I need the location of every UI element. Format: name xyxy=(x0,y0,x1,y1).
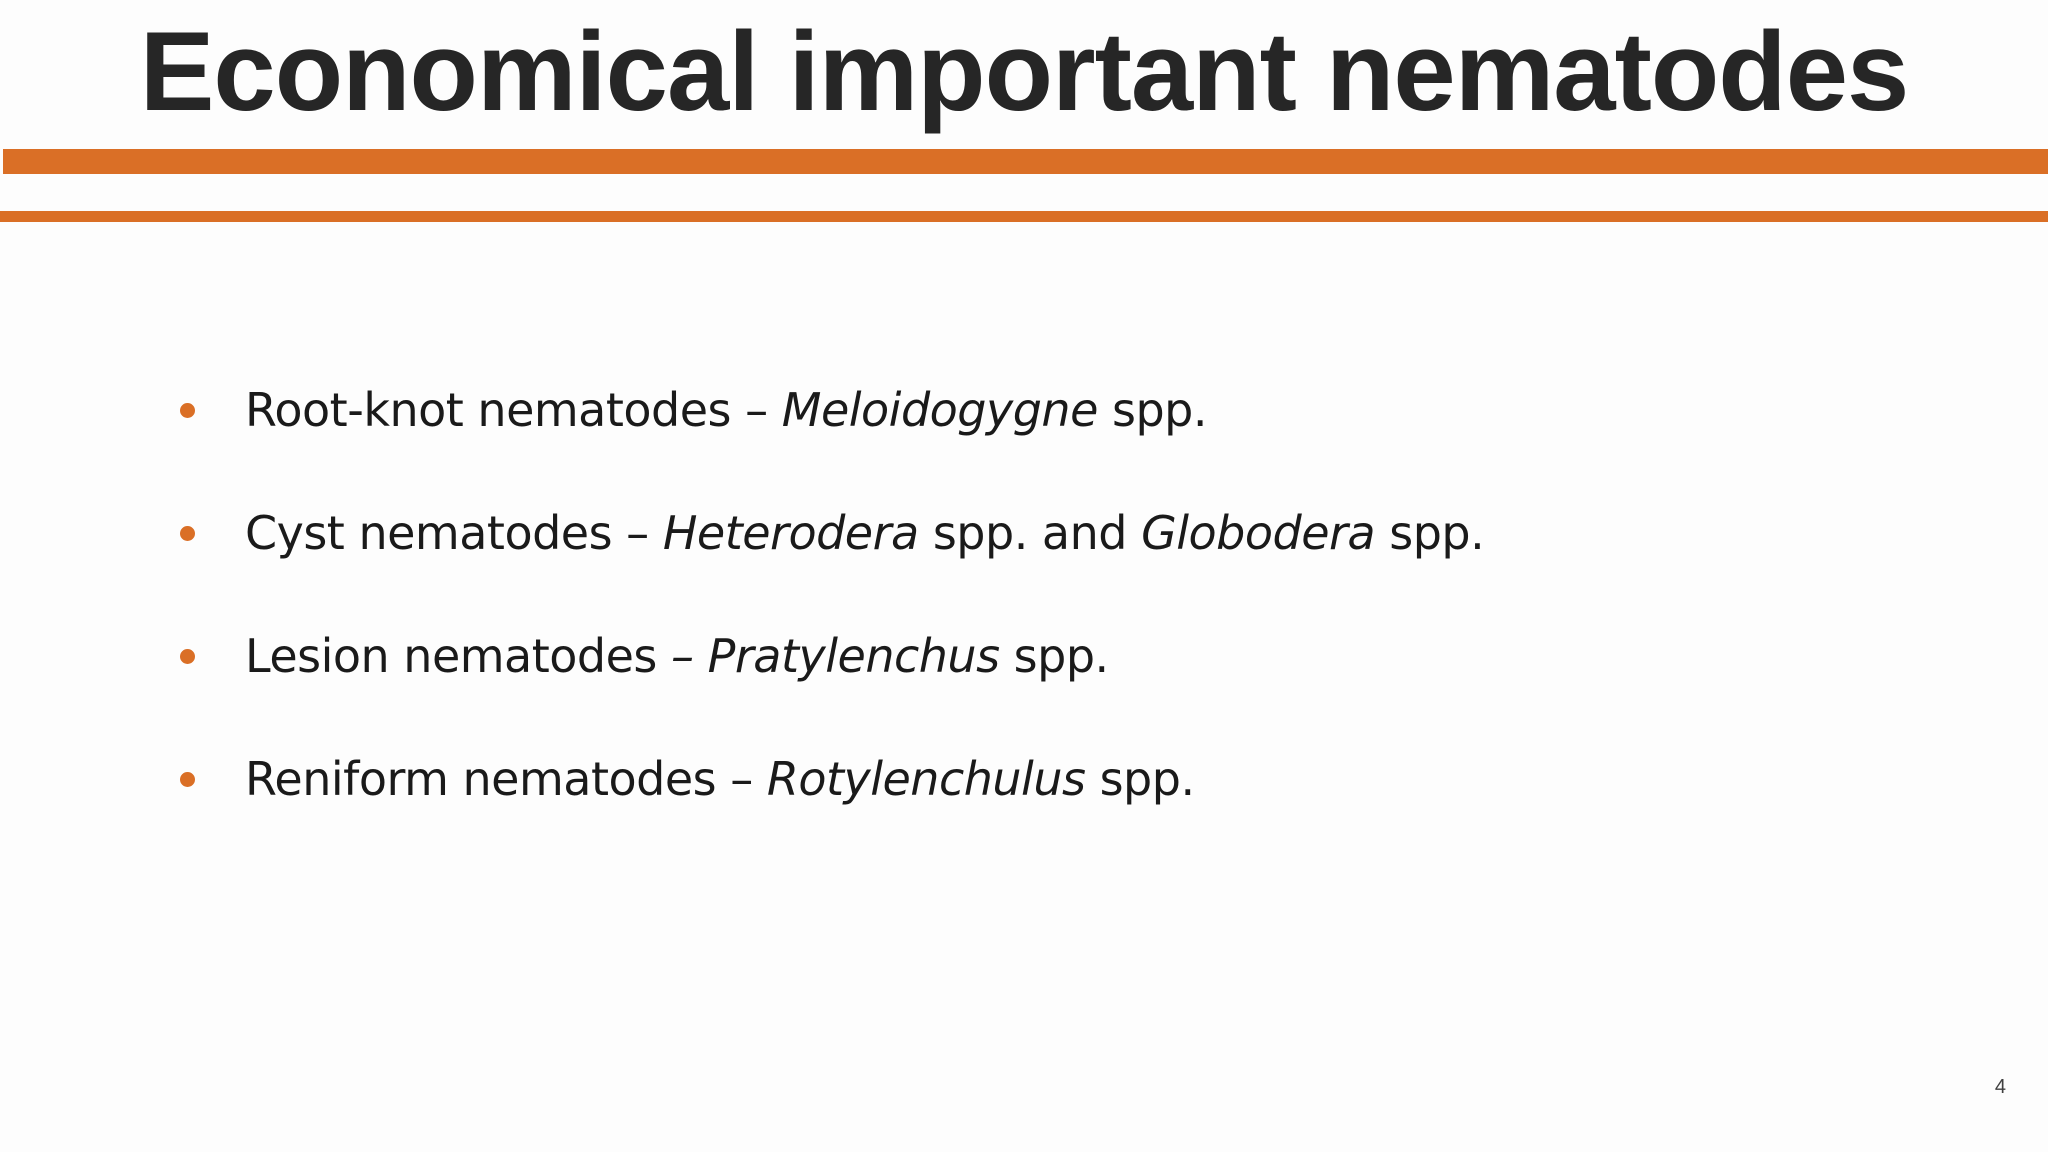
page-number: 4 xyxy=(1994,1076,2006,1098)
bullet-dot-icon xyxy=(180,649,195,664)
bullet-text xyxy=(245,506,1484,560)
bullet-text xyxy=(245,752,1195,806)
bullet-text-segment: spp. xyxy=(1097,383,1207,437)
bullet-text-segment: spp. xyxy=(1085,752,1195,806)
bullet-text xyxy=(245,383,1207,437)
bullet-dot-icon xyxy=(180,772,195,787)
bullet-text-segment: Cyst nematodes – xyxy=(245,506,663,560)
list-item xyxy=(180,739,1195,819)
bullet-dot-icon xyxy=(180,526,195,541)
genus-name: Globodera xyxy=(1141,506,1376,560)
bullet-text-segment: Lesion nematodes xyxy=(245,629,672,683)
genus-name: Meloidogygne xyxy=(781,383,1098,437)
bullet-text-segment: spp. xyxy=(1375,506,1485,560)
list-item xyxy=(180,616,1109,696)
bullet-text-segment: Reniform nematodes – xyxy=(245,752,767,806)
genus-name: Rotylenchulus xyxy=(766,752,1086,806)
bullet-text-segment: Root-knot nematodes – xyxy=(245,383,782,437)
bullet-dot-icon xyxy=(180,403,195,418)
genus-name: Heterodera xyxy=(662,506,919,560)
bullet-text-segment: spp. and xyxy=(918,506,1142,560)
list-item xyxy=(180,493,1484,573)
genus-name: – Pratylenchus xyxy=(671,629,1000,683)
slide-title: Economical important nematodes xyxy=(139,9,1909,134)
bullet-text-segment: spp. xyxy=(999,629,1109,683)
list-item xyxy=(180,370,1207,450)
bullet-text xyxy=(245,629,1109,683)
